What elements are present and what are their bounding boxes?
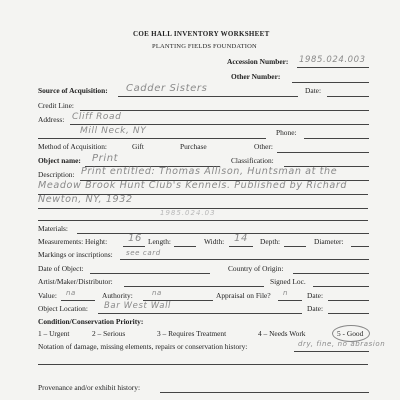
location-date-label: Date: xyxy=(307,304,324,313)
condition-option-1[interactable]: 1 – Urgent xyxy=(38,329,70,338)
description-label: Description: xyxy=(38,170,75,179)
condition-option-4[interactable]: 4 – Needs Work xyxy=(258,329,306,338)
diameter-label: Diameter: xyxy=(314,237,344,246)
width-line xyxy=(229,246,253,247)
notation-value[interactable]: dry, fine, no abrasion xyxy=(298,340,386,348)
markings-label: Markings or inscriptions: xyxy=(38,250,113,259)
measurement-height-value[interactable]: 16 xyxy=(128,233,142,244)
other-number-line xyxy=(292,82,369,83)
location-date-line xyxy=(328,313,369,314)
artist-label: Artist/Maker/Distributor: xyxy=(38,277,113,286)
notation-line-1 xyxy=(294,351,369,352)
method-gift[interactable]: Gift xyxy=(132,142,144,151)
depth-label: Depth: xyxy=(260,237,281,246)
classification-label: Classification: xyxy=(231,156,274,165)
notation-line-2 xyxy=(38,364,368,365)
length-line xyxy=(174,246,196,247)
other-number-label: Other Number: xyxy=(231,72,281,81)
method-label: Method of Acquisition: xyxy=(38,142,107,151)
date-of-object-line xyxy=(90,273,210,274)
signed-label: Signed Loc. xyxy=(270,277,306,286)
address-label: Address: xyxy=(38,115,65,124)
width-label: Width: xyxy=(204,237,225,246)
description-line3[interactable]: Newton, NY, 1932 xyxy=(38,194,133,205)
source-label: Source of Acquisition: xyxy=(38,86,108,95)
condition-option-5[interactable]: 5 - Good xyxy=(337,329,364,338)
source-line xyxy=(118,96,298,97)
country-line xyxy=(293,273,369,274)
artist-line xyxy=(124,286,264,287)
provenance-line xyxy=(160,392,369,393)
appraisal-date-label: Date: xyxy=(307,291,324,300)
markings-line xyxy=(120,259,369,260)
materials-label: Materials: xyxy=(38,224,68,233)
method-purchase[interactable]: Purchase xyxy=(180,142,207,151)
accession-number-value[interactable]: 1985.024.003 xyxy=(299,55,366,65)
value-label: Value: xyxy=(38,291,57,300)
method-other-label: Other: xyxy=(254,142,273,151)
phone-line xyxy=(304,138,369,139)
notation-label: Notation of damage, missing elements, repairs or conservation history: xyxy=(38,342,248,351)
location-value[interactable]: Bar West Wall xyxy=(104,301,172,311)
value-line xyxy=(61,300,95,301)
date-of-object-label: Date of Object: xyxy=(38,264,84,273)
length-label: Length: xyxy=(148,237,171,246)
provenance-label: Provenance and/or exhibit history: xyxy=(38,383,141,392)
authority-label: Authority: xyxy=(102,291,133,300)
object-name-value[interactable]: Print xyxy=(92,153,119,164)
source-value[interactable]: Cadder Sisters xyxy=(126,83,208,94)
height-line xyxy=(123,246,145,247)
materials-line xyxy=(77,233,369,234)
appraisal-label: Appraisal on File? xyxy=(216,291,271,300)
accession-number-line xyxy=(297,67,369,68)
appraisal-date-line xyxy=(328,300,369,301)
address-line-1 xyxy=(70,124,369,125)
signed-line xyxy=(313,286,369,287)
description-rule-4 xyxy=(38,220,368,221)
address-line1[interactable]: Cliff Road xyxy=(72,112,122,122)
foundation-subtitle: PLANTING FIELDS FOUNDATION xyxy=(152,43,257,50)
accession-number-label: Accession Number: xyxy=(227,57,289,66)
appraisal-line xyxy=(278,300,302,301)
credit-line-label: Credit Line: xyxy=(38,101,74,110)
location-line xyxy=(98,313,302,314)
object-name-label: Object name: xyxy=(38,156,81,165)
description-line1[interactable]: Print entitled: Thomas Allison, Huntsman at the xyxy=(81,166,338,177)
condition-option-2[interactable]: 2 – Serious xyxy=(92,329,126,338)
value-value[interactable]: na xyxy=(66,289,76,297)
markings-value[interactable]: see card xyxy=(126,249,161,257)
worksheet-title: COE HALL INVENTORY WORKSHEET xyxy=(133,30,270,38)
address-line2[interactable]: Mill Neck, NY xyxy=(80,126,147,136)
authority-value[interactable]: na xyxy=(152,289,162,297)
depth-line xyxy=(284,246,306,247)
description-line2[interactable]: Meadow Brook Hunt Club's Kennels. Published by Richard xyxy=(38,180,348,191)
measurement-width-value[interactable]: 14 xyxy=(234,233,248,244)
country-label: Country of Origin: xyxy=(228,264,284,273)
diameter-line xyxy=(351,246,369,247)
appraisal-value[interactable]: n xyxy=(283,289,289,297)
address-line-2 xyxy=(38,138,266,139)
credit-line-line xyxy=(80,110,369,111)
source-date-line xyxy=(327,96,369,97)
condition-label: Condition/Conservation Priority: xyxy=(38,317,144,326)
description-faint-note: 1985.024.03 xyxy=(160,209,216,217)
phone-label: Phone: xyxy=(276,128,297,137)
location-label: Object Location: xyxy=(38,304,88,313)
condition-option-3[interactable]: 3 – Requires Treatment xyxy=(157,329,227,338)
measurements-label: Measurements: Height: xyxy=(38,237,108,246)
method-other-line xyxy=(277,152,369,153)
source-date-label: Date: xyxy=(305,86,322,95)
